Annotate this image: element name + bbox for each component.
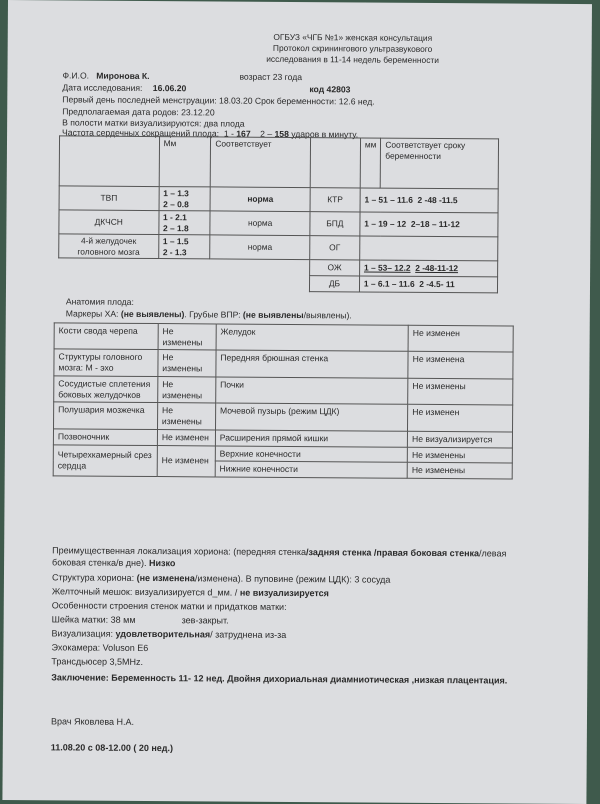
os-line: зев-закрыт. [181, 615, 229, 626]
table-row: Четырехкамерный срез сердца Не изменен Верхние конечности Не изменены [53, 444, 512, 463]
fetal-biometry-table [58, 135, 499, 293]
patient-age: возраст 23 года [239, 71, 303, 83]
chorion-line-2: боковая стенка/в дне). Низко [52, 557, 176, 569]
scanner-line: Эхокамера: Voluson E6 [51, 642, 149, 653]
edd-line: Предполагаемая дата родов: 23.12.20 [62, 106, 215, 118]
code-line: код 42803 [309, 84, 351, 95]
header-line-3: исследования в 11-14 недель беременности [266, 53, 439, 65]
table-row: ОЖ 1 – 53– 12.2 2 -48-11-12 [59, 258, 498, 277]
table-row: Нижние конечности Не изменены [53, 460, 512, 479]
markers-line: Маркеры ХА: (не выявлены). Грубые ВПР: (не выявлены/выявлены). [65, 308, 352, 321]
patient-name-line: Ф.И.О. Миронова К. [62, 70, 150, 81]
patient-name: Миронова К. [96, 70, 150, 81]
protocol-sheet [2, 0, 592, 804]
uterus-line: Особенности строения стенок матки и придатков матки: [51, 600, 287, 612]
table-row: 4-й желудочек головного мозга 1 – 1.5 2 - 1.3 норма ОГ [59, 234, 498, 261]
next-visit-line: 11.08.20 с 08-12.00 ( 20 нед.) [50, 742, 174, 754]
edd-date: 23.12.20 [181, 107, 215, 118]
chorion-line: Преимущественная локализация хориона: (передняя стенка/задняя стенка /правая боковая стенка/левая [52, 545, 507, 559]
gestational-age: 12.6 нед. [338, 96, 375, 107]
table-row: ТВП 1 – 1.3 2 – 0.8 норма КТР 1 – 51 – 11.6 2 -48 -11.5 [59, 186, 498, 213]
fetal-table-header [59, 136, 498, 189]
table-row: ДБ 1 – 6.1 – 11.6 2 -4.5- 11 [58, 274, 497, 293]
conclusion: Заключение: Беременность 11- 12 нед. Двойня дихориальная диамниотическая ,низкая плацентация. [51, 672, 508, 686]
document-header [238, 32, 468, 66]
table-row: Сосудистые сплетения боковых желудочков Не изменены Почки Не изменены [54, 376, 513, 406]
patient-code: 42803 [326, 84, 351, 95]
chorion-structure-line: Структура хориона: (не изменена/изменена). В пуповине (режим ЦДК): 3 сосуда [51, 572, 391, 585]
table-row: Кости свода черепа Не изменены Желудок Не изменен [54, 323, 513, 353]
col-term: Соответствует сроку беременности [381, 138, 499, 189]
doctor-line: Врач Яковлева Н.А. [50, 716, 135, 727]
probe-line: Трансдьюсер 3,5MHz. [51, 656, 144, 667]
exam-date-line: Дата исследования: 16.06.20 [62, 82, 187, 94]
table-row: Структуры головного мозга: М - эхо Не изменены Передняя брюшная стенка Не изменена [54, 349, 513, 379]
table-row: Полушария мозжечка Не изменены Мочевой пузырь (режим ЦДК) Не изменен [54, 402, 513, 432]
col-mm-2: мм [360, 138, 381, 188]
table-row: Позвоночник Не изменен Расширения прямой кишки Не визуализируется [53, 429, 512, 448]
col-mm: Мм [159, 137, 211, 187]
exam-date: 16.06.20 [152, 83, 187, 94]
lmp-date: 18.03.20 [219, 95, 253, 106]
cervix-line: Шейка матки: 38 мм [51, 614, 136, 625]
table-row: ДКЧСН 1 - 2.1 2 – 1.8 норма БПД 1 – 19 – 12 2–18 – 11-12 [59, 210, 498, 237]
fetuses-line: В полости матки визуализируются: два плода [62, 117, 245, 129]
fetuses-count: два плода [203, 118, 245, 129]
heart-rate-2: 158 [274, 128, 289, 139]
lmp-line: Первый день последней менструации: 18.03.20 Срок беременности: 12.6 нед. [62, 94, 375, 107]
anatomy-table [53, 322, 514, 479]
visualization-line: Визуализация: удовлетворительная/ затруднена из-за [51, 628, 287, 640]
header-line-2: Протокол скринингового ультразвукового [272, 42, 433, 54]
yolk-sac-line: Желточный мешок: визуализируется d_мм. / не визуализируется [51, 586, 329, 599]
anatomy-title: Анатомия плода: [65, 296, 134, 307]
header-line-1: ОГБУЗ «ЧГБ №1» женская консультация [273, 31, 433, 43]
col-corresponds: Соответствует [211, 137, 311, 188]
heart-rate-line: Частота сердечных сокращений плода: 1 - 167 2 – 158 ударов в минуту. [62, 127, 359, 140]
heart-rate-1: 167 [236, 128, 251, 139]
